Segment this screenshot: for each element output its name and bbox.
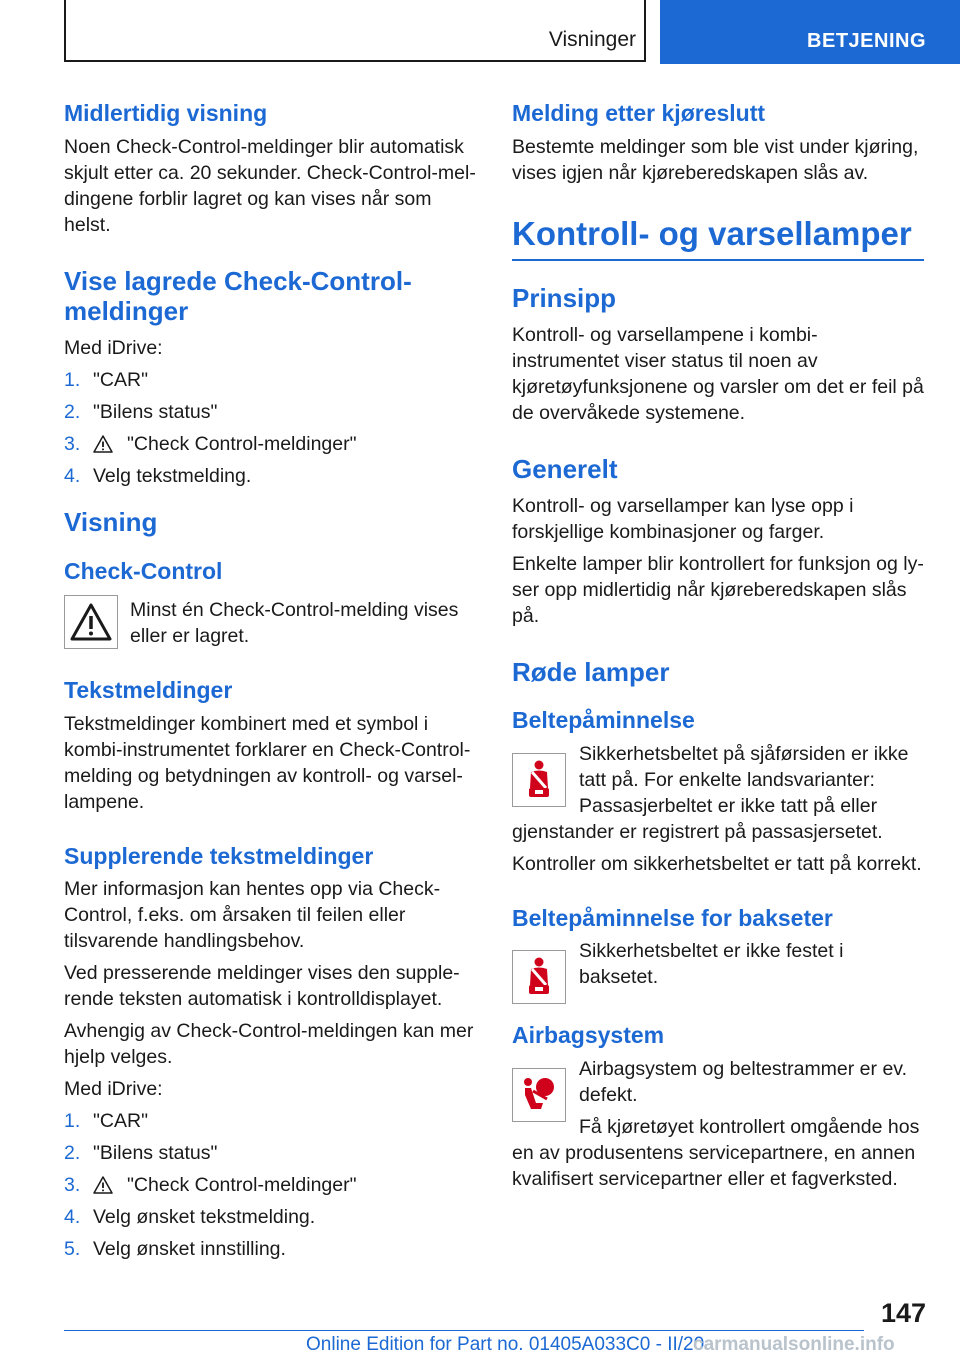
list-item: 1. "CAR": [64, 1110, 149, 1133]
belt-reminder-heading: Beltepåminnelse: [512, 707, 695, 734]
display-heading: Visning: [64, 506, 158, 537]
check-control-heading: Check-Control: [64, 557, 223, 584]
general-text-1: Kontroll- og varsellamper kan lyse opp i forskjellige kombinasjoner og farger.: [512, 494, 854, 543]
saved-messages-heading: Vise lagrede Check-Control-meldinger: [64, 265, 412, 327]
header-section-title: Visninger: [548, 28, 636, 51]
after-drive-heading: Melding etter kjøreslutt: [512, 100, 766, 126]
red-lamps-heading: Røde lamper: [512, 656, 670, 687]
airbag-text-1: Airbagsystem og beltestrammer er ev. defekt.: [579, 1057, 908, 1106]
text-messages-text: Tekstmeldinger kombinert med et symbol i kombi-instrumentet forklarer en Check-Control-melding og betydningen av kontroll- og varsellampene.: [64, 712, 471, 813]
belt-reminder-check: Kontroller om sikkerhetsbeltet er tatt på korrekt.: [512, 852, 922, 875]
airbag-heading: Airbagsystem: [512, 1022, 665, 1049]
list-item: 2. "Bilens status": [64, 1142, 218, 1165]
saved-messages-intro: Med iDrive:: [64, 336, 163, 359]
list-item: 1. "CAR": [64, 368, 149, 391]
left-column: [64, 100, 476, 1268]
temp-display-heading: Midlertidig visning: [64, 100, 268, 126]
check-control-text: Minst én Check-Control-melding vises eller er lagret.: [130, 599, 459, 648]
principle-heading: Prinsipp: [512, 283, 617, 314]
footer-rule: [64, 1330, 864, 1331]
chapter-heading-lamps: Kontroll- og varsellamper: [512, 214, 912, 252]
airbag-warning-icon: [512, 1068, 566, 1122]
supplementary-steps-list: [64, 1108, 476, 1262]
principle-text: Kontroll- og varsellampene i kombi-instrumentet viser status til noen av kjøretøyfunksjonene og varsler om det er feil på de overvåkede systemene.: [512, 323, 924, 424]
seatbelt-warning-icon: [512, 753, 566, 807]
warning-triangle-icon: [93, 431, 117, 457]
general-text-2: Enkelte lamper blir kontrollert for funksjon og lyser opp midlertidig når kjøreberedskapen slås på.: [512, 552, 924, 627]
warning-triangle-icon: [64, 595, 118, 649]
header-chapter-tab: BETJENING: [660, 0, 960, 64]
list-item: 3. "Check Control-meldinger": [64, 432, 357, 455]
list-item: 5. Velg ønsket innstilling.: [64, 1238, 286, 1261]
right-column: [512, 100, 924, 1198]
rear-belt-reminder-text: Sikkerhetsbeltet er ikke festet i baksetet.: [579, 940, 844, 989]
saved-steps-list: [64, 367, 476, 489]
footer-edition: Online Edition for Part no. 01405A033C0 - II/20: [306, 1334, 705, 1355]
temp-display-text: Noen Check-Control-meldinger blir automatisk skjult etter ca. 20 sekunder. Check-Control-meldingene forblir lagret og kan vises når som helst.: [64, 135, 476, 236]
text-messages-heading: Tekstmeldinger: [64, 677, 233, 704]
supplementary-text-2: Ved presserende meldinger vises den supplerende teksten automatisk i kontrolldisplayet.: [64, 962, 460, 1011]
rear-belt-reminder-heading: Beltepåminnelse for bakseter: [512, 904, 833, 931]
belt-reminder-text: Sikkerhetsbeltet på sjåførsiden er ikke tatt på. For enkelte landsvarianter: Passasjerbeltet er ikke tatt på eller gjenstander er registrert på passasjersetet.: [512, 742, 909, 843]
after-drive-text: Bestemte meldinger som ble vist under kjøring, vises igjen når kjøreberedskapen slås av.: [512, 135, 919, 184]
supplementary-heading: Supplerende tekstmeldinger: [64, 842, 374, 869]
warning-triangle-icon: [93, 1172, 117, 1198]
general-heading: Generelt: [512, 453, 618, 484]
chapter-heading-rule: [512, 259, 924, 261]
list-item: 3. "Check Control-meldinger": [64, 1174, 357, 1197]
supplementary-text-1: Mer informasjon kan hentes opp via Check-Control, f.eks. om årsaken til feilen eller tilsvarende handlingsbehov.: [64, 878, 441, 953]
list-item: 4. Velg ønsket tekstmelding.: [64, 1206, 316, 1229]
airbag-text-2: Få kjøretøyet kontrollert omgående hos en av produsentens servicepartnere, en annen kvalifisert servicepartner eller et fagverksted.: [512, 1115, 920, 1190]
list-item: 2. "Bilens status": [64, 400, 218, 423]
page-number: 147: [880, 1298, 926, 1328]
supplementary-intro: Med iDrive:: [64, 1078, 163, 1101]
list-item: 4. Velg tekstmelding.: [64, 464, 252, 487]
supplementary-text-3: Avhengig av Check-Control-meldingen kan mer hjelp velges.: [64, 1020, 474, 1069]
seatbelt-rear-warning-icon: [512, 950, 566, 1004]
watermark-logo: carmanualsonline.info: [693, 1334, 895, 1355]
